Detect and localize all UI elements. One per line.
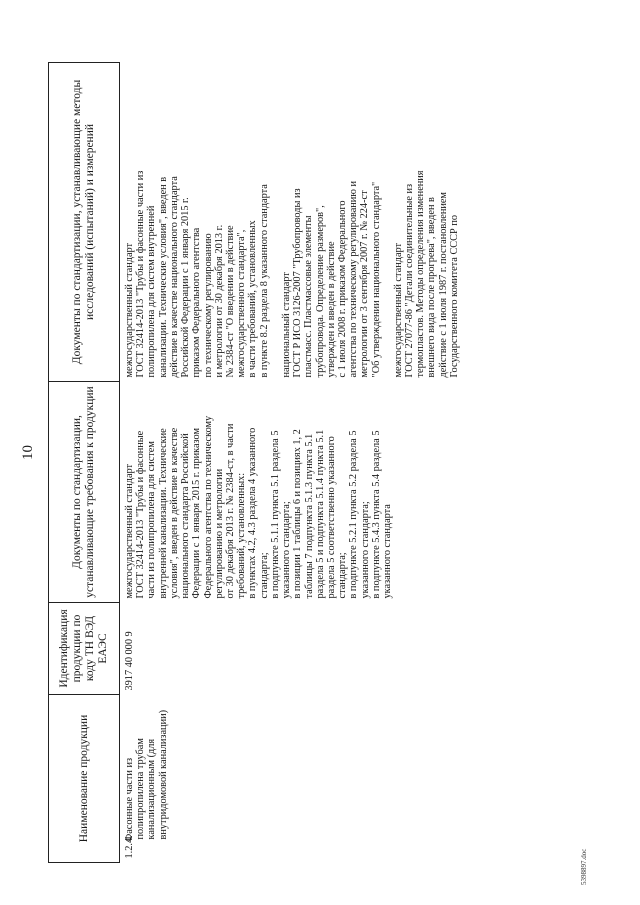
method-line: трубопровода. Определение размеров", [314, 205, 326, 378]
method-line: действие в качестве национального стандарта [168, 176, 180, 378]
method-line: межгосударственный стандарт [392, 242, 404, 378]
requirement-line: в подпункте 5.2.1 пункта 5.2 раздела 5 [348, 430, 360, 599]
requirement-line: в пунктах 4.2, 4.3 раздела 4 указанного [247, 427, 259, 599]
header-method-documents: Документы по стандартизации, устанавливающие методы исследований (испытаний) и измерений [49, 63, 120, 382]
requirement-line: межгосударственный стандарт [124, 463, 135, 599]
header-tn-ved-code: Идентификация продукции по коду ТН ВЭД ЕАЭС [49, 603, 120, 695]
requirement-line: в подпункте 5.1.1 пункта 5.1 раздела 5 [269, 430, 281, 599]
method-line: термопластов. Методы определения изменения [415, 170, 427, 378]
method-line: внешнего вида после прогрева", введен в [426, 197, 438, 378]
method-line: в части требований, установленных [247, 220, 259, 378]
product-name-cell [120, 695, 472, 863]
requirement-line: указанного стандарта; [281, 501, 293, 599]
method-line: по техническому регулированию [202, 233, 214, 378]
requirement-line: стандарта; [258, 552, 270, 599]
product-name-line: 1.2.4. Фасонные части из [124, 757, 135, 859]
header-product-name: Наименование продукции [49, 695, 120, 863]
row-number: 1.2.4. [124, 835, 135, 859]
method-line: в пункте 8.2 раздела 8 указанного стандарта [258, 184, 270, 378]
method-line: и метрологии от 30 декабря 2013 г. [213, 224, 225, 378]
method-standard-block [124, 67, 270, 378]
requirement-line: части из полипропилена для систем [146, 441, 158, 599]
product-name-line: канализационным (для [146, 738, 158, 840]
requirement-line: указанного стандарта; [359, 501, 371, 599]
requirement-line: регулированию и метрологии [213, 468, 225, 599]
method-line: метрологии от 3 сентября 2007 г. № 224-ст [359, 190, 371, 378]
method-line: "Об утверждении национального стандарта" [370, 181, 382, 378]
method-line: национальный стандарт [280, 272, 292, 378]
method-line: ГОСТ 27077-86 "Детали соединительные из [404, 183, 416, 378]
table-row [120, 63, 472, 863]
method-line: агентства по техническому регулированию и [348, 180, 360, 378]
method-standard-block [281, 67, 382, 378]
requirement-line: таблицы 7 подпункта 5.1.3 пункта 5.1 [303, 433, 315, 599]
method-line: Государственного комитета СССР по [448, 214, 460, 378]
requirement-line: требований, установленных: [236, 472, 248, 599]
requirement-line: национального стандарта Российской [180, 433, 192, 599]
method-line: утвержден и введен в действие [325, 241, 337, 378]
requirements-cell [120, 382, 472, 603]
product-name-line: внутридомовой канализации) [157, 709, 169, 840]
method-line: действие с 1 июля 1987 г. постановлением [437, 192, 449, 378]
method-line: Российской Федерации с 1 января 2015 г. [180, 197, 192, 378]
methods-cell [120, 63, 472, 382]
method-line: с 1 июля 2008 г. приказом Федерального [336, 200, 348, 378]
method-line: приказом Федерального агентства [191, 227, 203, 378]
method-line: межгосударственный стандарт [124, 242, 135, 378]
header-requirement-documents: Документы по стандартизации, устанавливающие требования к продукции [49, 382, 120, 603]
method-line: канализации. Технические условия", введен в [157, 176, 169, 378]
requirement-line: в позиции 1 таблицы 6 и позициях 1, 2 [292, 429, 304, 599]
method-line: № 2384-ст "О введении в действие [224, 225, 236, 378]
method-line: ГОСТ 32414-2013 "Трубы и фасонные части из [135, 170, 147, 378]
requirement-line: указанного стандарта [382, 504, 394, 599]
method-standard-block [393, 67, 460, 378]
requirement-line: Федерации с 1 января 2015 г. приказом [191, 427, 203, 599]
method-line: полипропилена для систем внутренней [146, 205, 158, 378]
file-name-footer: 5398897.doc [580, 848, 588, 885]
requirement-line: в подпункте 5.4.3 пункта 5.4 раздела 5 [370, 430, 382, 599]
product-name-line: полипропилена трубам [135, 738, 147, 840]
requirement-line: от 30 декабря 2013 г. № 2384-ст, в части [224, 423, 236, 599]
requirement-line: Федерального агентства по техническому [202, 415, 214, 599]
method-line: межгосударственного стандарта", [236, 229, 248, 378]
requirement-line: раздела 5 соответственно указанного [325, 436, 337, 599]
page-number: 10 [20, 445, 36, 460]
requirement-line: раздела 5 и подпункта 5.1.4 пункта 5.1 [314, 429, 326, 599]
method-line: пластмасс. Пластмассовые элементы [303, 215, 315, 378]
method-line: ГОСТ Р ИСО 3126-2007 "Трубопроводы из [292, 188, 304, 378]
table-header-row [49, 63, 120, 863]
tn-ved-code: 3917 40 000 9 [124, 631, 135, 691]
tn-ved-code-cell [120, 603, 472, 695]
requirement-line: внутренней канализации. Технические [157, 428, 169, 599]
requirement-line: стандарта; [337, 552, 349, 599]
requirement-line: ГОСТ 32414-2013 "Трубы и фасонные [135, 430, 147, 599]
standards-table [48, 62, 471, 863]
requirement-line: условия", введен в действие в качестве [168, 427, 180, 599]
